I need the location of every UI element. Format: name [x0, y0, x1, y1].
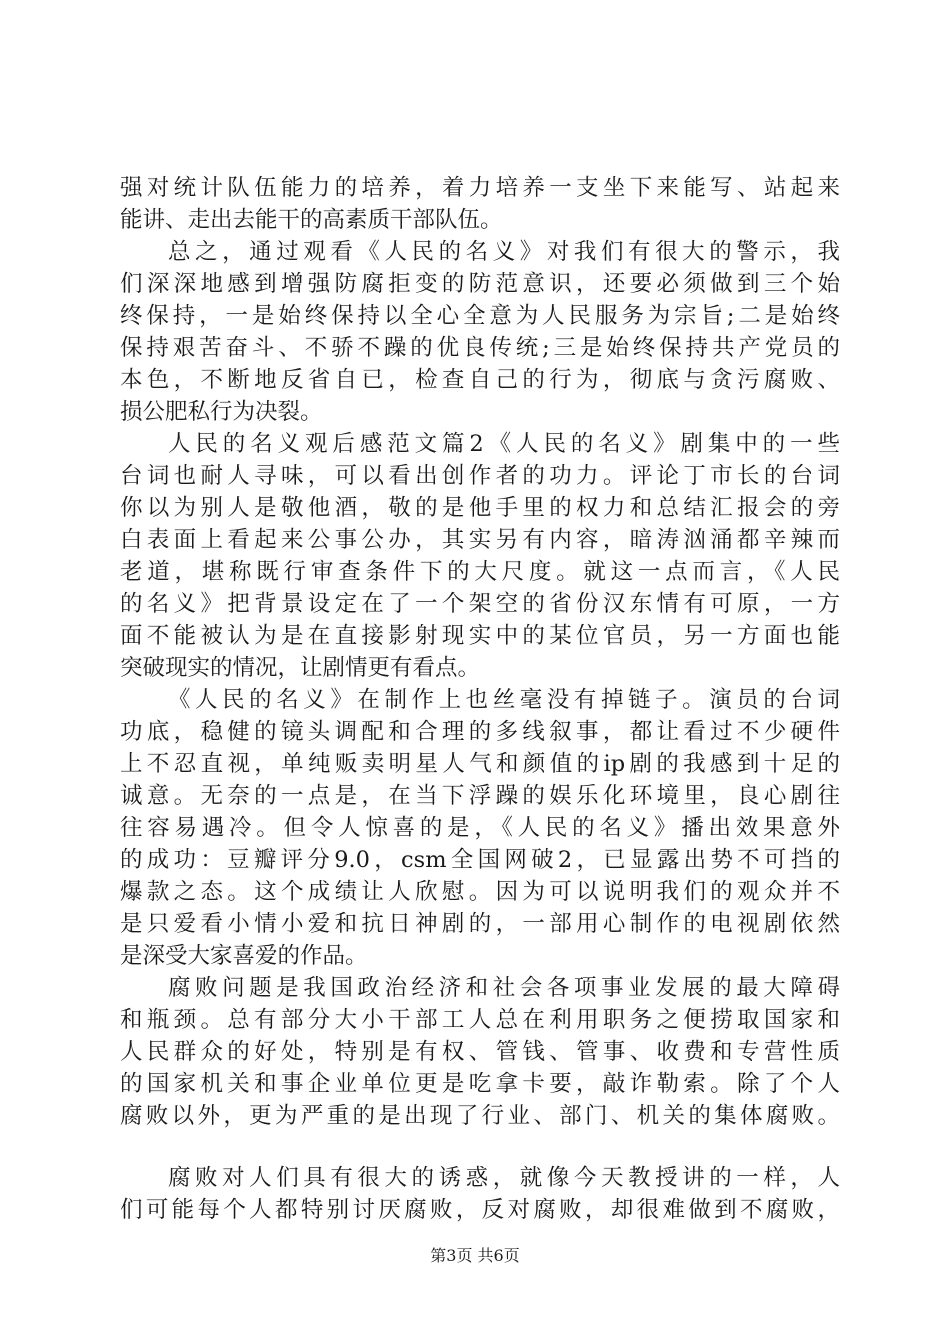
text-line: 人民群众的好处，特别是有权、管钱、管事、收费和专营性质 — [120, 1039, 840, 1065]
text-line: 保持艰苦奋斗、不骄不躁的优良传统;三是始终保持共产党员的 — [120, 335, 840, 361]
text-line: 和瓶颈。总有部分大小干部工人总在利用职务之便捞取国家和 — [120, 1007, 840, 1033]
text-line: 《人民的名义》在制作上也丝毫没有掉链子。演员的台词 — [168, 687, 840, 713]
text-line: 你以为别人是敬他酒，敬的是他手里的权力和总结汇报会的旁 — [120, 495, 840, 521]
text-line: 腐败对人们具有很大的诱惑，就像今天教授讲的一样，人 — [168, 1165, 840, 1191]
text-line: 诚意。无奈的一点是，在当下浮躁的娱乐化环境里，良心剧往 — [120, 783, 840, 809]
text-line: 损公肥私行为决裂。 — [120, 399, 323, 425]
text-line: 功底，稳健的镜头调配和合理的多线叙事，都让看过不少硬件 — [120, 719, 840, 745]
text-line: 爆款之态。这个成绩让人欣慰。因为可以说明我们的观众并不 — [120, 879, 840, 905]
text-line: 的成功：豆瓣评分9.0，csm全国网破2，已显露出势不可挡的 — [120, 847, 840, 873]
text-line: 腐败以外，更为严重的是出现了行业、部门、机关的集体腐败。 — [120, 1103, 840, 1129]
text-line: 本色，不断地反省自已，检查自己的行为，彻底与贪污腐败、 — [120, 367, 840, 393]
page-number: 第3页 共6页 — [430, 1246, 520, 1265]
text-line: 总之，通过观看《人民的名义》对我们有很大的警示，我 — [168, 239, 840, 265]
text-line: 们深深地感到增强防腐拒变的防范意识，还要必须做到三个始 — [120, 271, 840, 297]
text-line: 能讲、走出去能干的高素质干部队伍。 — [120, 207, 503, 233]
text-line: 的名义》把背景设定在了一个架空的省份汉东情有可原，一方 — [120, 591, 840, 617]
text-line: 们可能每个人都特别讨厌腐败，反对腐败，却很难做到不腐败， — [120, 1197, 840, 1223]
text-line: 强对统计队伍能力的培养，着力培养一支坐下来能写、站起来 — [120, 175, 840, 201]
text-line: 面不能被认为是在直接影射现实中的某位官员，另一方面也能 — [120, 623, 840, 649]
text-line: 老道，堪称既行审查条件下的大尺度。就这一点而言，《人民 — [120, 559, 840, 585]
text-line: 是深受大家喜爱的作品。 — [120, 943, 368, 969]
text-line: 台词也耐人寻味，可以看出创作者的功力。评论丁市长的台词 — [120, 463, 840, 489]
text-line: 上不忍直视，单纯贩卖明星人气和颜值的ip剧的我感到十足的 — [120, 751, 840, 777]
text-line: 突破现实的情况，让剧情更有看点。 — [120, 655, 481, 681]
body-text — [120, 172, 840, 1226]
text-line: 腐败问题是我国政治经济和社会各项事业发展的最大障碍 — [168, 975, 840, 1001]
text-line: 的国家机关和事企业单位更是吃拿卡要，敲诈勒索。除了个人 — [120, 1071, 840, 1097]
text-line: 终保持，一是始终保持以全心全意为人民服务为宗旨;二是始终 — [120, 303, 840, 329]
paragraph-gap — [120, 1132, 840, 1162]
text-line: 人民的名义观后感范文篇2《人民的名义》剧集中的一些 — [168, 431, 840, 457]
text-line: 是只爱看小情小爱和抗日神剧的，一部用心制作的电视剧依然 — [120, 911, 840, 937]
text-line: 往容易遇冷。但令人惊喜的是，《人民的名义》播出效果意外 — [120, 815, 840, 841]
text-line: 白表面上看起来公事公办，其实另有内容，暗涛汹涌都辛辣而 — [120, 527, 840, 553]
